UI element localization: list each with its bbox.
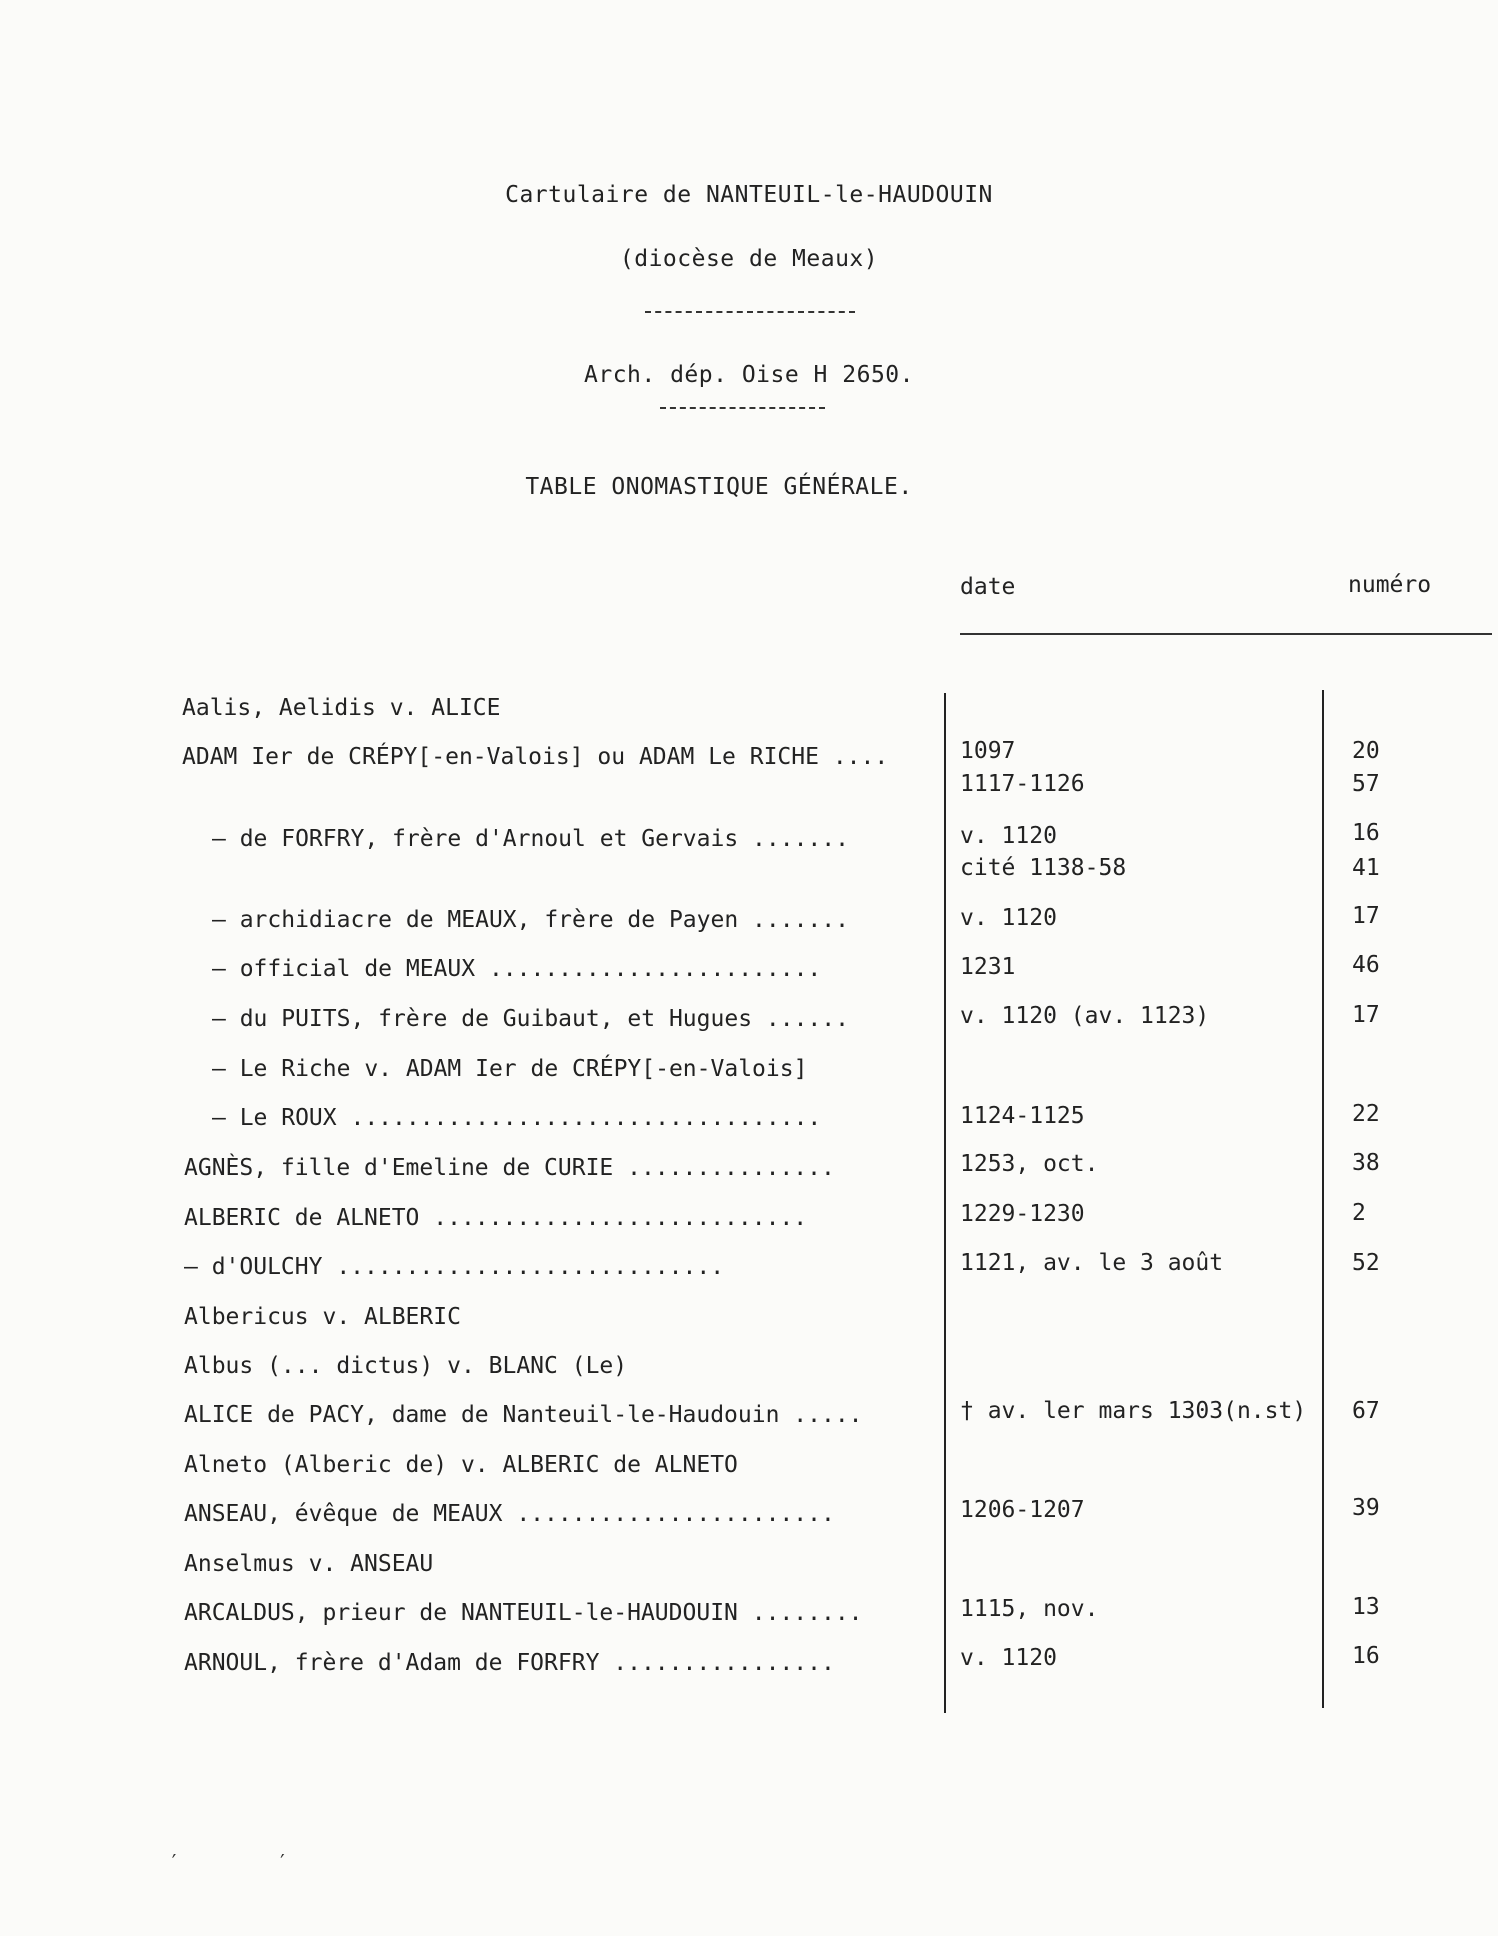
entry-date: 1231 xyxy=(960,954,1016,980)
entry-name: Albus (... dictus) v. BLANC (Le) xyxy=(184,1353,628,1379)
entry-numero: 22 xyxy=(1352,1101,1380,1127)
archive-reference: Arch. dép. Oise H 2650. xyxy=(584,362,914,388)
entry-numero: 13 xyxy=(1352,1594,1380,1620)
entry-date: v. 1120 xyxy=(960,1645,1057,1671)
entry-date: † av. ler mars 1303(n.st) xyxy=(960,1398,1307,1424)
entry-numero: 2 xyxy=(1352,1200,1366,1226)
entry-name: ANSEAU, évêque de MEAUX ....................... xyxy=(184,1501,835,1527)
entry-date: 1115, nov. xyxy=(960,1596,1099,1622)
title-divider xyxy=(645,311,855,313)
entry-name: – de FORFRY, frère d'Arnoul et Gervais ....... xyxy=(212,826,849,852)
entry-name: – du PUITS, frère de Guibaut, et Hugues ...... xyxy=(212,1006,849,1032)
table-title: TABLE ONOMASTIQUE GÉNÉRALE. xyxy=(525,474,913,500)
column-header-numero: numéro xyxy=(1348,572,1432,598)
entry-date: 1121, av. le 3 août xyxy=(960,1250,1224,1276)
entry-name: – d'OULCHY ............................ xyxy=(184,1254,725,1280)
entry-name: Albericus v. ALBERIC xyxy=(184,1304,461,1330)
date-column-divider xyxy=(944,693,946,1713)
entry-date: cité 1138-58 xyxy=(960,855,1127,881)
entry-numero: 17 xyxy=(1352,1002,1380,1028)
entry-numero: 20 xyxy=(1352,738,1380,764)
column-header-date: date xyxy=(960,574,1016,600)
stray-marks: ′ ′ xyxy=(168,1850,289,1874)
entry-numero: 16 xyxy=(1352,1643,1380,1669)
document-title: Cartulaire de NANTEUIL-le-HAUDOUIN xyxy=(505,182,993,208)
entry-numero: 16 xyxy=(1352,820,1380,846)
entry-numero: 46 xyxy=(1352,952,1380,978)
entry-date: 1229-1230 xyxy=(960,1201,1085,1227)
entry-numero: 38 xyxy=(1352,1150,1380,1176)
entry-name: Anselmus v. ANSEAU xyxy=(184,1551,434,1577)
entry-date: 1253, oct. xyxy=(960,1151,1099,1177)
entry-name: ARCALDUS, prieur de NANTEUIL-le-HAUDOUIN ........ xyxy=(184,1600,863,1626)
entry-name: ARNOUL, frère d'Adam de FORFRY ................ xyxy=(184,1650,835,1676)
entry-name: – official de MEAUX ........................ xyxy=(212,956,822,982)
archive-divider xyxy=(660,407,825,409)
entry-date: 1097 xyxy=(960,738,1016,764)
entry-date: v. 1120 (av. 1123) xyxy=(960,1003,1210,1029)
entry-name: – Le Riche v. ADAM Ier de CRÉPY[-en-Valois] xyxy=(212,1056,808,1082)
entry-numero: 41 xyxy=(1352,855,1380,881)
entry-numero: 67 xyxy=(1352,1398,1380,1424)
numero-column-divider xyxy=(1322,690,1324,1708)
document-subtitle: (diocèse de Meaux) xyxy=(619,246,879,272)
entry-date: v. 1120 xyxy=(960,823,1057,849)
column-header-rule xyxy=(960,633,1492,635)
entry-numero: 17 xyxy=(1352,903,1380,929)
entry-name: ALICE de PACY, dame de Nanteuil-le-Haudouin ..... xyxy=(184,1402,863,1428)
entry-name: AGNÈS, fille d'Emeline de CURIE ............... xyxy=(184,1155,835,1181)
entry-name: Aalis, Aelidis v. ALICE xyxy=(182,695,501,721)
entry-numero: 52 xyxy=(1352,1250,1380,1276)
entry-name: – archidiacre de MEAUX, frère de Payen ....... xyxy=(212,907,849,933)
entry-date: 1206-1207 xyxy=(960,1497,1085,1523)
entry-numero: 39 xyxy=(1352,1495,1380,1521)
entry-date: 1117-1126 xyxy=(960,771,1085,797)
entry-date: 1124-1125 xyxy=(960,1103,1085,1129)
entry-name: ALBERIC de ALNETO ........................... xyxy=(184,1205,808,1231)
entry-name: – Le ROUX .................................. xyxy=(212,1105,822,1131)
entry-numero: 57 xyxy=(1352,771,1380,797)
entry-date: v. 1120 xyxy=(960,905,1057,931)
entry-name: ADAM Ier de CRÉPY[-en-Valois] ou ADAM Le RICHE .... xyxy=(182,744,889,770)
entry-name: Alneto (Alberic de) v. ALBERIC de ALNETO xyxy=(184,1452,738,1478)
